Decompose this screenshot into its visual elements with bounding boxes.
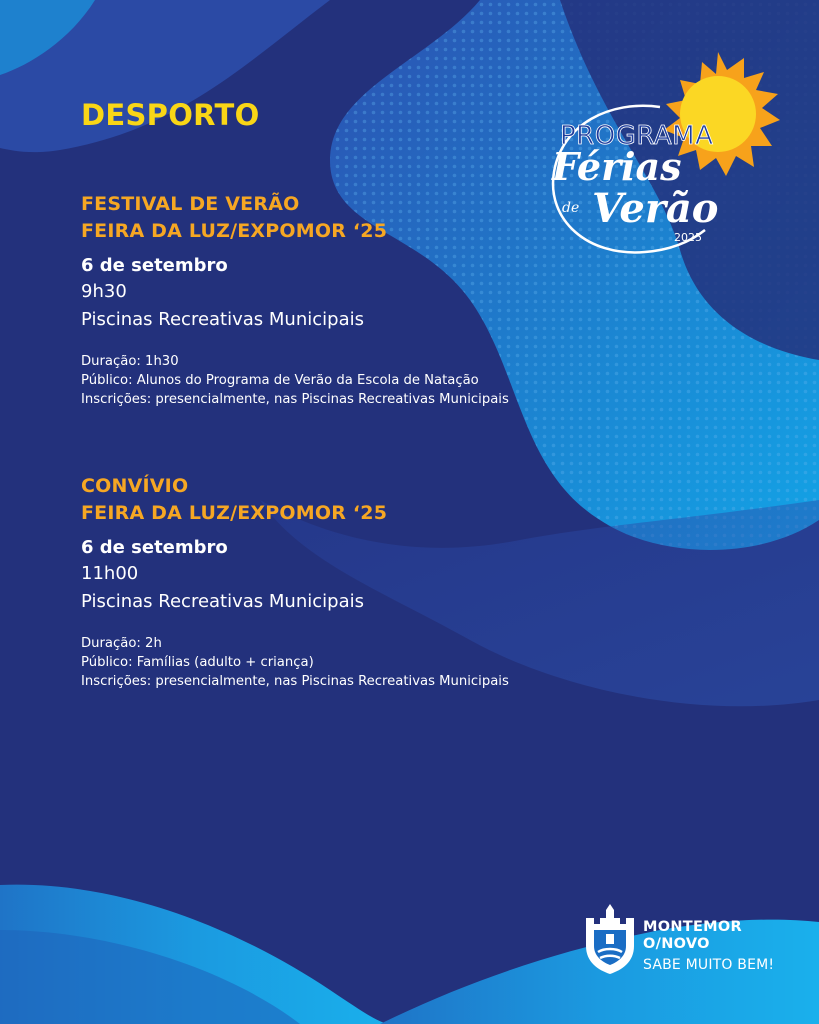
logo-programa: PROGRAMA	[560, 121, 714, 151]
event-title-line2: FEIRA DA LUZ/EXPOMOR ‘25	[81, 220, 388, 242]
event-title-line2: FEIRA DA LUZ/EXPOMOR ‘25	[81, 502, 388, 524]
event-convivio	[81, 473, 601, 691]
event-details	[81, 634, 601, 691]
event-duration: Duração: 2h	[81, 636, 162, 651]
event-registration: Inscrições: presencialmente, nas Piscinas Recreativas Municipais	[81, 674, 509, 689]
municipality-name-line2: O/NOVO	[643, 936, 710, 952]
event-date: 6 de setembro	[81, 537, 228, 558]
event-festival-de-verao	[81, 191, 601, 409]
section-title: DESPORTO	[81, 98, 260, 132]
event-details	[81, 352, 601, 409]
event-title-line1: FESTIVAL DE VERÃO	[81, 193, 300, 215]
castle-shield-icon	[582, 904, 638, 976]
program-logo	[540, 52, 790, 262]
event-date: 6 de setembro	[81, 255, 228, 276]
event-audience: Público: Famílias (adulto + criança)	[81, 655, 314, 670]
event-place: Piscinas Recreativas Municipais	[81, 591, 364, 612]
logo-verao: Verão	[592, 185, 719, 232]
municipality-brand	[580, 904, 810, 984]
event-title-line1: CONVÍVIO	[81, 475, 189, 497]
event-time: 11h00	[81, 563, 139, 584]
logo-ferias: Férias	[552, 144, 682, 189]
event-place: Piscinas Recreativas Municipais	[81, 309, 364, 330]
event-audience: Público: Alunos do Programa de Verão da Escola de Natação	[81, 373, 479, 388]
event-time: 9h30	[81, 281, 127, 302]
municipality-tagline: SABE MUITO BEM!	[643, 957, 775, 973]
event-registration: Inscrições: presencialmente, nas Piscinas Recreativas Municipais	[81, 392, 509, 407]
municipality-name-line1: MONTEMOR	[643, 919, 743, 935]
event-duration: Duração: 1h30	[81, 354, 179, 369]
logo-year: 2025	[674, 231, 702, 244]
logo-de: de	[562, 200, 580, 216]
